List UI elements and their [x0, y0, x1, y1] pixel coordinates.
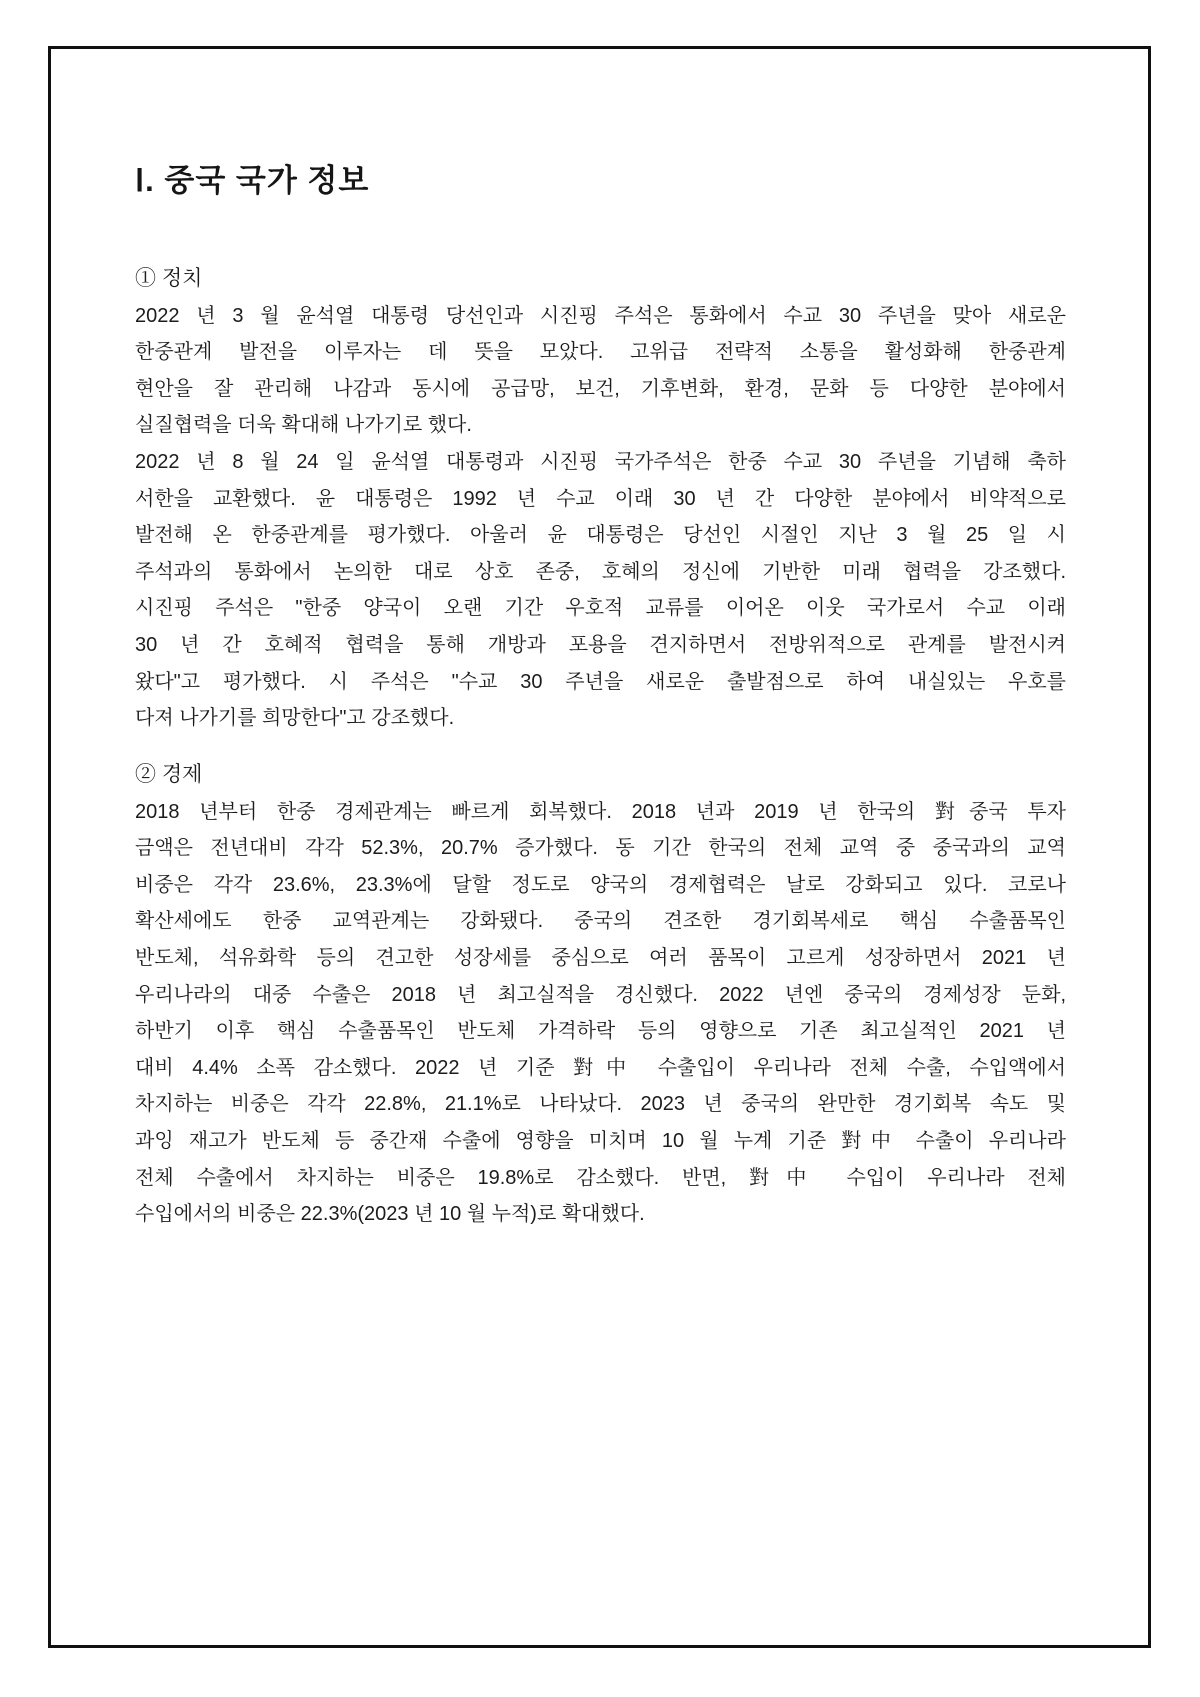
paragraph-line: 왔다"고 평가했다. 시 주석은 "수교 30 주년을 새로운 출발점으로 하여 내실있는 우호를 [135, 670, 1066, 693]
paragraph-line: 하반기 이후 핵심 수출품목인 반도체 가격하락 등의 영향으로 기존 최고실적인 2021 년 [135, 1020, 1066, 1043]
paragraph-line: 발전해 온 한중관계를 평가했다. 아울러 윤 대통령은 당선인 시절인 지난 3 월 25 일 시 [135, 524, 1066, 547]
paragraph-line: 2018 년부터 한중 경제관계는 빠르게 회복했다. 2018 년과 2019 년 한국의 對중국 투자 [135, 800, 1066, 823]
paragraph-line: 실질협력을 더욱 확대해 나가기로 했다. [135, 414, 472, 437]
section-politics [135, 261, 1066, 737]
paragraph-line: 다져 나가기를 희망한다"고 강조했다. [135, 707, 455, 730]
paragraph-line: 전체 수출에서 차지하는 비중은 19.8%로 감소했다. 반면, 對中 수입이 우리나라 전체 [135, 1166, 1066, 1189]
page-title: Ⅰ. 중국 국가 정보 [135, 163, 370, 198]
paragraph-line: 서한을 교환했다. 윤 대통령은 1992 년 수교 이래 30 년 간 다양한 분야에서 비약적으로 [135, 487, 1066, 510]
paragraph-line: 30 년 간 호혜적 협력을 통해 개방과 포용을 견지하면서 전방위적으로 관계를 발전시켜 [135, 633, 1066, 656]
paragraph-line: 비중은 각각 23.6%, 23.3%에 달할 정도로 양국의 경제협력은 날로 강화되고 있다. 코로나 [135, 873, 1066, 896]
paragraph-line: 수입에서의 비중은 22.3%(2023 년 10 월 누적)로 확대했다. [135, 1203, 645, 1226]
section-heading-politics: ① 정치 [135, 267, 203, 290]
paragraph-line: 우리나라의 대중 수출은 2018 년 최고실적을 경신했다. 2022 년엔 중국의 경제성장 둔화, [135, 983, 1066, 1006]
paragraph-line: 금액은 전년대비 각각 52.3%, 20.7% 증가했다. 동 기간 한국의 전체 교역 중 중국과의 교역 [135, 837, 1066, 860]
paragraph-line: 2022 년 3 월 윤석열 대통령 당선인과 시진핑 주석은 통화에서 수교 30 주년을 맞아 새로운 [135, 304, 1066, 327]
paragraph-line: 현안을 잘 관리해 나감과 동시에 공급망, 보건, 기후변화, 환경, 문화 등 다양한 분야에서 [135, 377, 1066, 400]
paragraph-line: 한중관계 발전을 이루자는 데 뜻을 모았다. 고위급 전략적 소통을 활성화해 한중관계 [135, 341, 1066, 364]
paragraph-line: 2022 년 8 월 24 일 윤석열 대통령과 시진핑 국가주석은 한중 수교 30 주년을 기념해 축하 [135, 450, 1066, 473]
paragraph-line: 주석과의 통화에서 논의한 대로 상호 존중, 호혜의 정신에 기반한 미래 협력을 강조했다. [135, 560, 1066, 583]
paragraph-line: 대비 4.4% 소폭 감소했다. 2022 년 기준 對中 수출입이 우리나라 전체 수출, 수입액에서 [135, 1056, 1066, 1079]
section-heading-economy: ② 경제 [135, 763, 203, 786]
paragraph-line: 시진핑 주석은 "한중 양국이 오랜 기간 우호적 교류를 이어온 이웃 국가로서 수교 이래 [135, 597, 1066, 620]
paragraph-line: 확산세에도 한중 교역관계는 강화됐다. 중국의 견조한 경기회복세로 핵심 수출품목인 [135, 910, 1066, 933]
paragraph-line: 차지하는 비중은 각각 22.8%, 21.1%로 나타났다. 2023 년 중국의 완만한 경기회복 속도 및 [135, 1093, 1066, 1116]
paragraph-line: 과잉 재고가 반도체 등 중간재 수출에 영향을 미치며 10 월 누계 기준 對中 수출이 우리나라 [135, 1129, 1066, 1152]
section-economy [135, 757, 1066, 1233]
paragraph-line: 반도체, 석유화학 등의 견고한 성장세를 중심으로 여러 품목이 고르게 성장하면서 2021 년 [135, 946, 1066, 969]
